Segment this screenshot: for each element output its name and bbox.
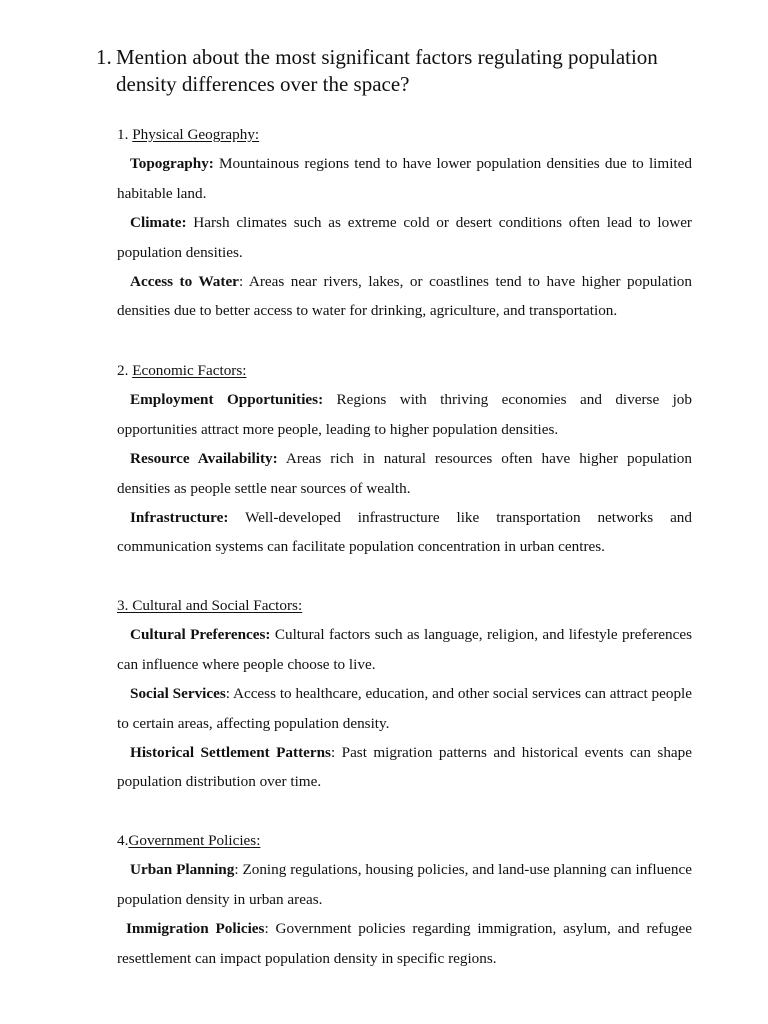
section-economic-factors — [117, 356, 692, 562]
factor-term: Cultural Preferences: — [130, 626, 271, 644]
section-number: 2. — [117, 362, 133, 379]
factor-term: Social Services — [130, 685, 226, 703]
factor-paragraph — [117, 620, 692, 679]
question-line-2: density differences over the space? — [116, 72, 410, 96]
factor-text: Well-developed infrastructure like transportation networks and communication systems can facilitate population concentration in urban centres. — [117, 509, 692, 556]
factor-paragraph — [117, 267, 692, 326]
question-heading — [96, 44, 696, 98]
factor-text: Areas rich in natural resources often have higher population densities as people settle near sources of wealth. — [117, 450, 692, 497]
section-heading — [117, 826, 692, 855]
section-title: Government Policies: — [128, 832, 261, 849]
section-title: Economic Factors: — [132, 362, 247, 379]
question-line-1: Mention about the most significant factors regulating population — [116, 45, 658, 69]
factor-text: Cultural factors such as language, religion, and lifestyle preferences can influence where people choose to live. — [117, 626, 692, 673]
factor-term: Historical Settlement Patterns — [130, 744, 331, 762]
factor-term: Employment Opportunities: — [130, 391, 324, 409]
section-heading — [117, 591, 692, 620]
factor-term: Access to Water — [130, 273, 239, 291]
section-title: Physical Geography: — [132, 126, 260, 143]
factor-term: Resource Availability: — [130, 450, 278, 468]
section-number: 1. — [117, 126, 133, 143]
section-title: 3. Cultural and Social Factors: — [117, 597, 303, 614]
factor-text: Mountainous regions tend to have lower population densities due to limited habitable land. — [117, 155, 692, 202]
factor-text: Harsh climates such as extreme cold or desert conditions often lead to lower population densities. — [117, 214, 692, 261]
factor-text: : Past migration patterns and historical events can shape population distribution over time. — [117, 744, 692, 791]
section-government-policies — [117, 826, 692, 973]
factor-term: Climate: — [130, 214, 187, 232]
factor-term: Infrastructure: — [130, 509, 229, 527]
factor-text: Regions with thriving economies and diverse job opportunities attract more people, leading to higher population densities. — [117, 391, 692, 438]
factor-paragraph — [117, 208, 692, 267]
factor-term: Urban Planning — [130, 861, 235, 879]
factor-paragraph — [117, 679, 692, 738]
factor-text: : Government policies regarding immigration, asylum, and refugee resettlement can impact population density in specific regions. — [117, 920, 692, 967]
factor-paragraph — [117, 385, 692, 444]
section-heading — [117, 356, 692, 385]
factor-paragraph — [117, 444, 692, 503]
factor-text: : Zoning regulations, housing policies, and land-use planning can influence population density in urban areas. — [117, 861, 692, 908]
factor-paragraph — [117, 503, 692, 562]
section-physical-geography — [117, 120, 692, 326]
factor-term: Immigration Policies — [126, 920, 265, 938]
section-heading — [117, 120, 692, 149]
section-number: 4. — [117, 832, 129, 849]
factor-text: : Access to healthcare, education, and other social services can attract people to certain areas, affecting population density. — [117, 685, 693, 732]
factor-term: Topography: — [130, 155, 214, 173]
question-number: 1. — [96, 45, 112, 69]
factor-paragraph — [117, 738, 692, 797]
section-cultural-social-factors — [117, 591, 692, 797]
factor-paragraph — [117, 914, 692, 973]
factor-paragraph — [117, 855, 692, 914]
factor-paragraph — [117, 149, 692, 208]
factor-text: : Areas near rivers, lakes, or coastlines tend to have higher population densities due to better access to water for drinking, agriculture, and transportation. — [117, 273, 692, 320]
